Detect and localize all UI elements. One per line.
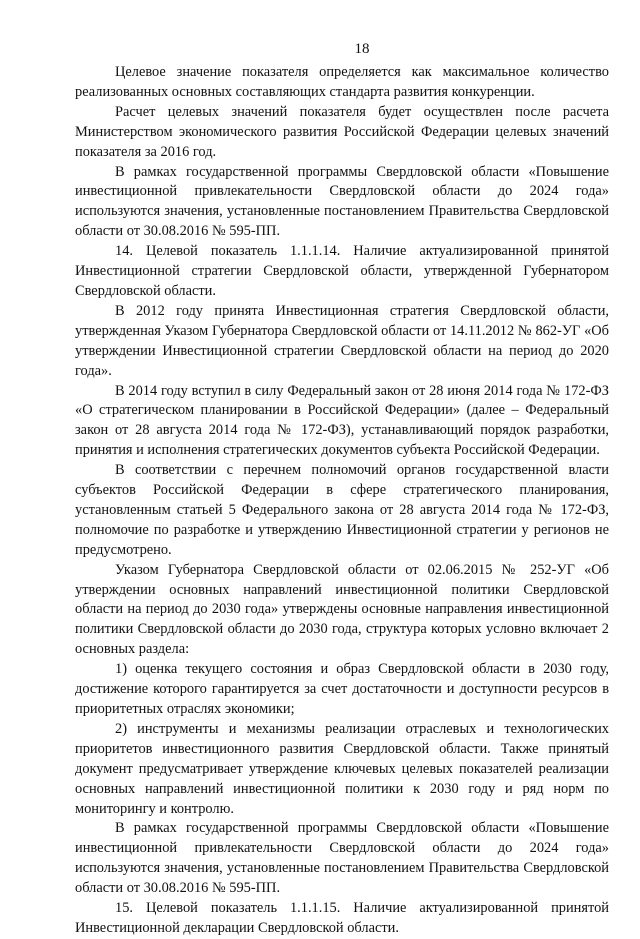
paragraph: В рамках государственной программы Свердловской области «Повышение инвестиционной привлекательности Свердловской области до 2024 года» используются значения, установленные постановлением Правительства Свердловской области от 30.08.2016 № 595-ПП. <box>75 820 609 897</box>
paragraph: Целевое значение показателя определяется как максимальное количество реализованных основных составляющих стандарта развития конкуренции. <box>75 64 609 100</box>
paragraph: 14. Целевой показатель 1.1.1.14. Наличие актуализированной принятой Инвестиционной стратегии Свердловской области, утвержденной Губернатором Свердловской области. <box>75 243 609 299</box>
document-body <box>75 63 609 939</box>
paragraph: В рамках государственной программы Свердловской области «Повышение инвестиционной привлекательности Свердловской области до 2024 года» используются значения, установленные постановлением Правительства Свердловской области от 30.08.2016 № 595-ПП. <box>75 163 609 240</box>
paragraph: В соответствии с перечнем полномочий органов государственной власти субъектов Российской Федерации в сфере стратегического планирования, установленным статьей 5 Федерального закона от 28 августа 2014 года № 172-ФЗ, полномочие по разработке и утверждению Инвестиционной стратегии у регионов не предусмотрено. <box>75 462 609 558</box>
paragraph: Расчет целевых значений показателя будет осуществлен после расчета Министерством экономического развития Российской Федерации целевых значений показателя за 2016 год. <box>75 103 609 160</box>
paragraph: Указом Губернатора Свердловской области от 02.06.2015 № 252-УГ «Об утверждении основных направлений инвестиционной политики Свердловской области на период до 2030 года» утверждены основные направления инвестиционной политики Свердловской области до 2030 года, структура которых условно включает 2 основных раздела: <box>75 561 609 658</box>
page-number: 18 <box>354 41 370 57</box>
paragraph: В 2014 году вступил в силу Федеральный закон от 28 июня 2014 года № 172-ФЗ «О стратегическом планировании в Российской Федерации» (далее – Федеральный закон от 28 августа 2014 года № 172-ФЗ), устанавливающий порядок разработки, принятия и исполнения стратегических документов субъекта Российской Федерации. <box>75 382 609 459</box>
paragraph: В 2012 году принята Инвестиционная стратегия Свердловской области, утвержденная Указом Губернатора Свердловской области от 14.11.2012 № 862-УГ «Об утверждении Инвестиционной стратегии Свердловской области на период до 2020 года». <box>75 302 609 379</box>
paragraph: 15. Целевой показатель 1.1.1.15. Наличие актуализированной принятой Инвестиционной декларации Свердловской области. <box>75 900 609 936</box>
list-item: 1) оценка текущего состояния и образ Свердловской области в 2030 году, достижение которого гарантируется за счет достаточности и доступности ресурсов в приоритетных отраслях экономики; <box>75 661 609 717</box>
list-item: 2) инструменты и механизмы реализации отраслевых и технологических приоритетов инвестиционного развития Свердловской области. Также принятый документ предусматривает утверждение ключевых целевых показателей реализации основных направлений инвестиционной политики к 2030 году и ряд норм по мониторингу и контролю. <box>75 720 609 817</box>
